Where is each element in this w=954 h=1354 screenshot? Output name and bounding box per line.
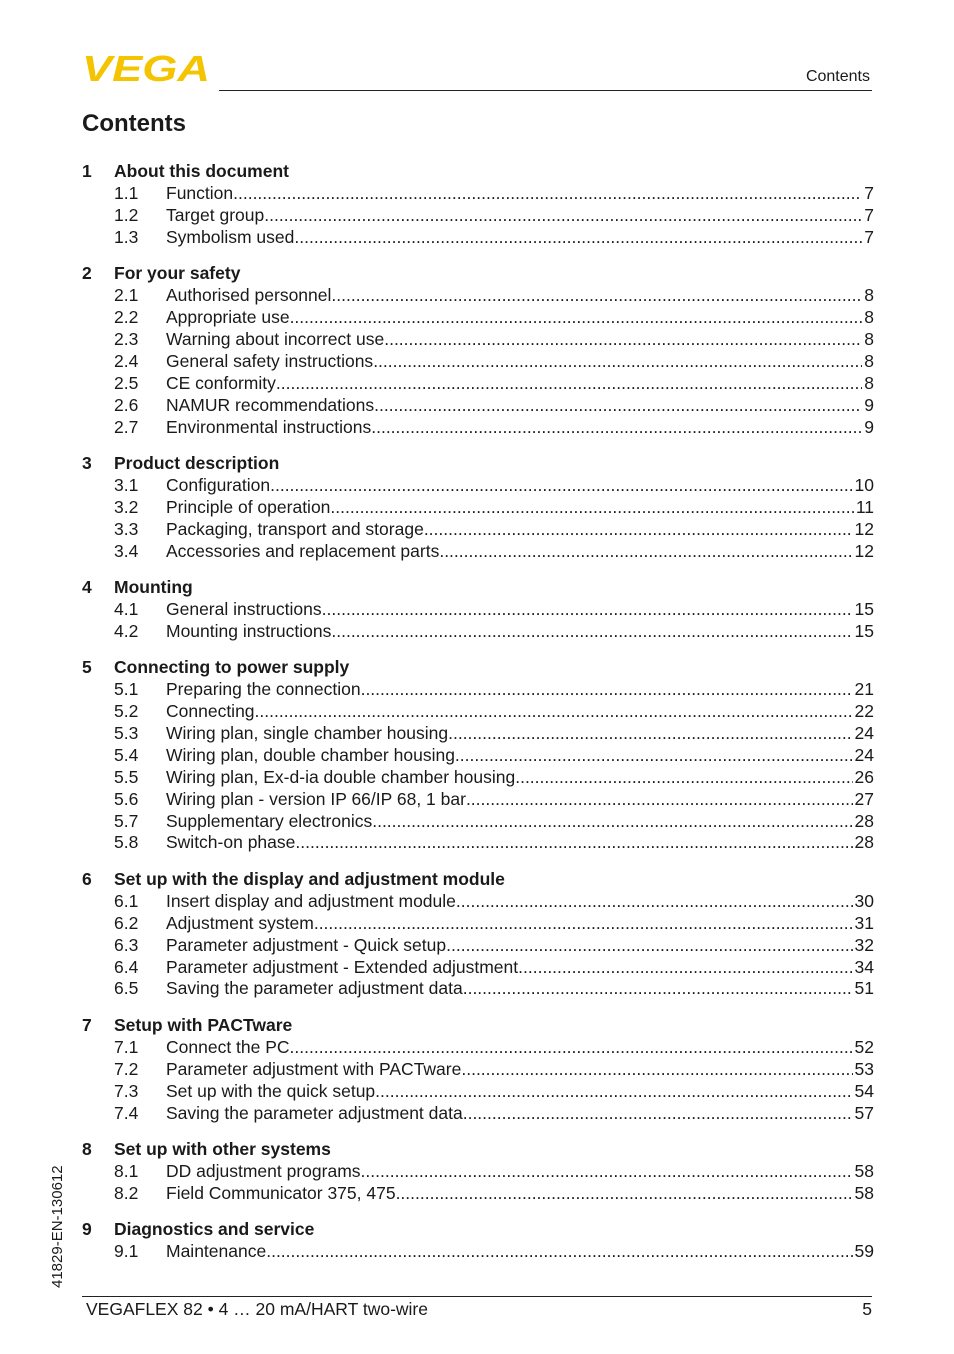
toc-entry-page: 24	[854, 744, 874, 765]
toc-section-number: 6	[82, 868, 92, 889]
toc-entry-page: 32	[854, 934, 874, 955]
toc-section-title: For your safety	[114, 263, 241, 284]
toc-leader-dots	[276, 373, 862, 395]
toc-entry-number: 5.6	[114, 788, 139, 809]
toc-leader-dots	[314, 913, 853, 935]
toc-entry[interactable]	[82, 701, 874, 723]
toc-section	[82, 1137, 874, 1205]
toc-entry[interactable]	[82, 723, 874, 745]
toc-entry-number: 5.3	[114, 723, 139, 744]
toc-entry-number: 2.1	[114, 285, 139, 306]
toc-entry[interactable]	[82, 832, 874, 854]
toc-entry-number: 9.1	[114, 1241, 139, 1262]
toc-entry-title: General instructions	[166, 598, 322, 619]
toc-entry-number: 8.2	[114, 1182, 139, 1203]
toc-entry-number: 5.5	[114, 766, 139, 787]
toc-entry-title: NAMUR recommendations	[166, 394, 375, 415]
toc-entry[interactable]	[82, 373, 874, 395]
toc-entry-title: Authorised personnel	[166, 285, 332, 306]
toc-entry-page: 54	[854, 1080, 874, 1101]
toc-section-title: Setup with PACTware	[114, 1014, 293, 1035]
toc-section-number: 9	[82, 1219, 92, 1240]
toc-section-heading[interactable]	[82, 867, 874, 891]
toc-section-heading[interactable]	[82, 1217, 874, 1241]
toc-entry-page: 7	[864, 204, 874, 225]
toc-leader-dots	[295, 832, 852, 854]
toc-entry-page: 26	[854, 766, 874, 787]
toc-entry-title: Insert display and adjustment module	[166, 890, 456, 911]
toc-entry-number: 6.2	[114, 912, 139, 933]
toc-entry-page: 15	[854, 598, 874, 619]
toc-entry-title: CE conformity	[166, 372, 276, 393]
toc-leader-dots	[461, 1059, 852, 1081]
toc-entry[interactable]	[82, 599, 874, 621]
toc-entry[interactable]	[82, 1183, 874, 1205]
toc-section-title: Diagnostics and service	[114, 1219, 315, 1240]
toc-leader-dots	[322, 599, 853, 621]
toc-entry[interactable]	[82, 227, 874, 249]
toc-entry[interactable]	[82, 745, 874, 767]
toc-leader-dots	[373, 351, 862, 373]
toc-entry-title: Switch-on phase	[166, 832, 296, 853]
toc-entry-title: Appropriate use	[166, 307, 290, 328]
toc-entry-page: 58	[854, 1182, 874, 1203]
toc-entry-page: 12	[854, 518, 874, 539]
toc-entry-page: 22	[854, 701, 874, 722]
toc-entry-number: 2.5	[114, 372, 139, 393]
toc-leader-dots	[233, 183, 862, 205]
toc-section-number: 5	[82, 657, 92, 678]
toc-entry-page: 57	[854, 1102, 874, 1123]
toc-entry-title: Symbolism used	[166, 226, 295, 247]
toc-entry[interactable]	[82, 1081, 874, 1103]
toc-section-number: 1	[82, 161, 92, 181]
toc-leader-dots	[290, 307, 863, 329]
toc-section	[82, 655, 874, 854]
toc-entry-page: 10	[854, 474, 874, 495]
toc-entry[interactable]	[82, 767, 874, 789]
toc-leader-dots	[466, 789, 853, 811]
toc-section-heading[interactable]	[82, 159, 874, 183]
toc-section	[82, 575, 874, 643]
toc-entry[interactable]	[82, 395, 874, 417]
toc-section-heading[interactable]	[82, 451, 874, 475]
toc-entry-number: 5.4	[114, 744, 139, 765]
toc-leader-dots	[446, 935, 852, 957]
toc-entry-title: Principle of operation	[166, 496, 331, 517]
toc-entry[interactable]	[82, 329, 874, 351]
toc-entry-page: 8	[864, 372, 874, 393]
toc-leader-dots	[375, 1081, 852, 1103]
toc-leader-dots	[374, 395, 862, 417]
toc-entry[interactable]	[82, 183, 874, 205]
toc-entry[interactable]	[82, 1241, 874, 1263]
toc-entry-title: Target group	[166, 204, 265, 225]
toc-section-title: Set up with other systems	[114, 1138, 331, 1159]
toc-entry-page: 8	[864, 285, 874, 306]
toc-leader-dots	[361, 1161, 853, 1183]
toc-entry[interactable]	[82, 205, 874, 227]
toc-entry-number: 7.4	[114, 1102, 139, 1123]
footer-rule	[82, 1296, 872, 1297]
toc-entry-title: Warning about incorrect use	[166, 328, 385, 349]
toc-entry-page: 15	[854, 620, 874, 641]
toc-leader-dots	[396, 1183, 853, 1205]
toc-entry-number: 7.1	[114, 1036, 139, 1057]
toc-section	[82, 159, 874, 249]
toc-entry-page: 31	[854, 912, 874, 933]
toc-entry-title: Wiring plan, single chamber housing	[166, 723, 449, 744]
footer-product: VEGAFLEX 82 • 4 … 20 mA/HART two-wire	[86, 1299, 428, 1319]
toc-entry-page: 8	[864, 350, 874, 371]
toc-entry-title: Preparing the connection	[166, 679, 361, 700]
toc-entry-title: Adjustment system	[166, 912, 314, 933]
toc-entry-title: Parameter adjustment - Extended adjustment	[166, 956, 519, 977]
toc-section	[82, 867, 874, 1000]
toc-entry-title: Connect the PC	[166, 1036, 290, 1057]
toc-section-number: 2	[82, 263, 92, 284]
toc-entry-number: 7.2	[114, 1058, 139, 1079]
toc-leader-dots	[439, 541, 852, 563]
toc-entry-page: 52	[854, 1036, 874, 1057]
toc-entry-number: 4.2	[114, 620, 139, 641]
toc-entry-page: 34	[854, 956, 874, 977]
toc-entry-title: Wiring plan, double chamber housing	[166, 744, 455, 765]
toc-section-heading[interactable]	[82, 1137, 874, 1161]
toc-section-heading[interactable]	[82, 1013, 874, 1037]
toc-entry-page: 8	[864, 307, 874, 328]
toc-entry-title: Configuration	[166, 474, 271, 495]
toc-entry-number: 4.1	[114, 598, 139, 619]
toc-section-heading[interactable]	[82, 655, 874, 679]
toc-leader-dots	[463, 978, 853, 1000]
toc-leader-dots	[372, 811, 852, 833]
toc-entry-page: 11	[855, 496, 874, 517]
toc-leader-dots	[255, 701, 853, 723]
toc-entry[interactable]	[82, 679, 874, 701]
toc-entry-title: Set up with the quick setup	[166, 1080, 376, 1101]
toc-entry-page: 53	[854, 1058, 874, 1079]
footer-page-number: 5	[862, 1299, 872, 1319]
toc-entry-number: 5.8	[114, 832, 139, 853]
header-section-label: Contents	[805, 68, 870, 85]
header-rule	[219, 90, 872, 91]
toc-entry-title: Wiring plan - version IP 66/IP 68, 1 bar	[166, 788, 466, 809]
toc-entry-number: 6.4	[114, 956, 139, 977]
toc-entry-title: Connecting	[166, 701, 255, 722]
toc-entry-number: 5.1	[114, 679, 139, 700]
toc-entry[interactable]	[82, 497, 874, 519]
toc-entry[interactable]	[82, 1103, 874, 1125]
toc-section-number: 7	[82, 1014, 92, 1035]
toc-entry-title: Environmental instructions	[166, 416, 372, 437]
toc-entry-number: 7.3	[114, 1080, 139, 1101]
toc-entry-title: Field Communicator 375, 475	[166, 1182, 396, 1203]
toc-entry-number: 2.2	[114, 307, 139, 328]
toc-section-title: Connecting to power supply	[114, 657, 350, 678]
toc-entry-page: 51	[854, 978, 874, 999]
toc-section-number: 8	[82, 1138, 92, 1159]
toc-section-title: Mounting	[114, 576, 193, 597]
toc-entry-number: 2.3	[114, 328, 139, 349]
toc-entry-title: Accessories and replacement parts	[166, 540, 440, 561]
toc-section-number: 4	[82, 576, 92, 597]
toc-entry-number: 1.1	[114, 183, 139, 203]
vega-logo-text: VEGA	[82, 52, 210, 82]
toc-entry-title: Parameter adjustment - Quick setup	[166, 934, 447, 955]
toc-entry-page: 59	[854, 1241, 874, 1262]
toc-entry-number: 6.1	[114, 890, 139, 911]
toc-leader-dots	[424, 519, 853, 541]
toc-entry-number: 3.1	[114, 474, 139, 495]
toc-entry[interactable]	[82, 811, 874, 833]
toc-entry[interactable]	[82, 351, 874, 373]
table-of-contents	[82, 159, 874, 1276]
toc-entry-title: Function	[166, 183, 234, 203]
toc-section	[82, 451, 874, 563]
toc-entry-title: Packaging, transport and storage	[166, 518, 424, 539]
toc-entry-page: 21	[854, 679, 874, 700]
toc-entry-title: Supplementary electronics	[166, 810, 373, 831]
toc-entry[interactable]	[82, 541, 874, 563]
toc-entry-number: 2.7	[114, 416, 139, 437]
toc-leader-dots	[266, 1241, 852, 1263]
toc-entry-title: Mounting instructions	[166, 620, 332, 641]
toc-leader-dots	[264, 205, 862, 227]
toc-entry-number: 3.2	[114, 496, 139, 517]
toc-leader-dots	[384, 329, 862, 351]
toc-leader-dots	[330, 497, 853, 519]
toc-section	[82, 1013, 874, 1125]
toc-section-title: Product description	[114, 452, 280, 473]
toc-entry-page: 7	[864, 226, 874, 247]
toc-entry-page: 12	[854, 540, 874, 561]
toc-entry[interactable]	[82, 789, 874, 811]
toc-entry[interactable]	[82, 285, 874, 307]
toc-leader-dots	[294, 227, 862, 249]
toc-entry-page: 28	[854, 832, 874, 853]
toc-leader-dots	[455, 745, 853, 767]
toc-leader-dots	[361, 679, 853, 701]
toc-leader-dots	[456, 891, 853, 913]
toc-entry-title: Parameter adjustment with PACTware	[166, 1058, 462, 1079]
toc-entry-number: 5.7	[114, 810, 139, 831]
toc-entry-number: 2.6	[114, 394, 139, 415]
toc-leader-dots	[331, 621, 852, 643]
toc-entry-title: DD adjustment programs	[166, 1160, 361, 1181]
toc-entry[interactable]	[82, 417, 874, 439]
toc-leader-dots	[518, 957, 852, 979]
toc-entry[interactable]	[82, 1059, 874, 1081]
toc-entry-number: 5.2	[114, 701, 139, 722]
toc-entry-page: 9	[864, 416, 874, 437]
toc-entry-number: 3.3	[114, 518, 139, 539]
toc-entry-title: Maintenance	[166, 1241, 267, 1262]
toc-entry-number: 3.4	[114, 540, 139, 561]
toc-entry-number: 6.5	[114, 978, 139, 999]
document-id: 41829-EN-130612	[49, 1165, 66, 1288]
toc-leader-dots	[448, 723, 852, 745]
toc-leader-dots	[371, 417, 862, 439]
toc-entry-number: 8.1	[114, 1160, 139, 1181]
toc-section	[82, 261, 874, 438]
toc-leader-dots	[331, 285, 862, 307]
page-title: Contents	[82, 110, 186, 137]
toc-section-title: Set up with the display and adjustment module	[114, 868, 505, 889]
toc-entry-page: 28	[854, 810, 874, 831]
toc-entry[interactable]	[82, 475, 874, 497]
toc-section-title: About this document	[114, 161, 289, 181]
toc-entry[interactable]	[82, 1161, 874, 1183]
toc-section-heading[interactable]	[82, 575, 874, 599]
toc-entry-page: 30	[854, 890, 874, 911]
toc-entry[interactable]	[82, 621, 874, 643]
toc-entry-page: 8	[864, 328, 874, 349]
toc-entry[interactable]	[82, 307, 874, 329]
toc-entry[interactable]	[82, 891, 874, 913]
toc-entry-page: 9	[864, 394, 874, 415]
toc-entry-number: 1.2	[114, 204, 139, 225]
toc-entry[interactable]	[82, 978, 874, 1000]
toc-entry[interactable]	[82, 519, 874, 541]
toc-section	[82, 1217, 874, 1263]
toc-entry[interactable]	[82, 957, 874, 979]
toc-leader-dots	[463, 1103, 853, 1125]
toc-entry-title: Wiring plan, Ex-d-ia double chamber housing	[166, 766, 516, 787]
toc-entry-number: 6.3	[114, 934, 139, 955]
vega-logo	[82, 52, 212, 82]
toc-entry-page: 58	[854, 1160, 874, 1181]
toc-leader-dots	[270, 475, 852, 497]
toc-entry[interactable]	[82, 935, 874, 957]
toc-leader-dots	[515, 767, 852, 789]
toc-entry[interactable]	[82, 913, 874, 935]
toc-entry[interactable]	[82, 1037, 874, 1059]
toc-entry-page: 27	[854, 788, 874, 809]
toc-leader-dots	[290, 1037, 853, 1059]
toc-entry-page: 7	[864, 183, 874, 203]
toc-entry-page: 24	[854, 723, 874, 744]
toc-entry-number: 1.3	[114, 226, 139, 247]
toc-section-number: 3	[82, 452, 92, 473]
toc-entry-number: 2.4	[114, 350, 139, 371]
toc-section-heading[interactable]	[82, 261, 874, 285]
toc-entry-title: Saving the parameter adjustment data	[166, 978, 463, 999]
toc-entry-title: Saving the parameter adjustment data	[166, 1102, 463, 1123]
toc-entry-title: General safety instructions	[166, 350, 374, 371]
